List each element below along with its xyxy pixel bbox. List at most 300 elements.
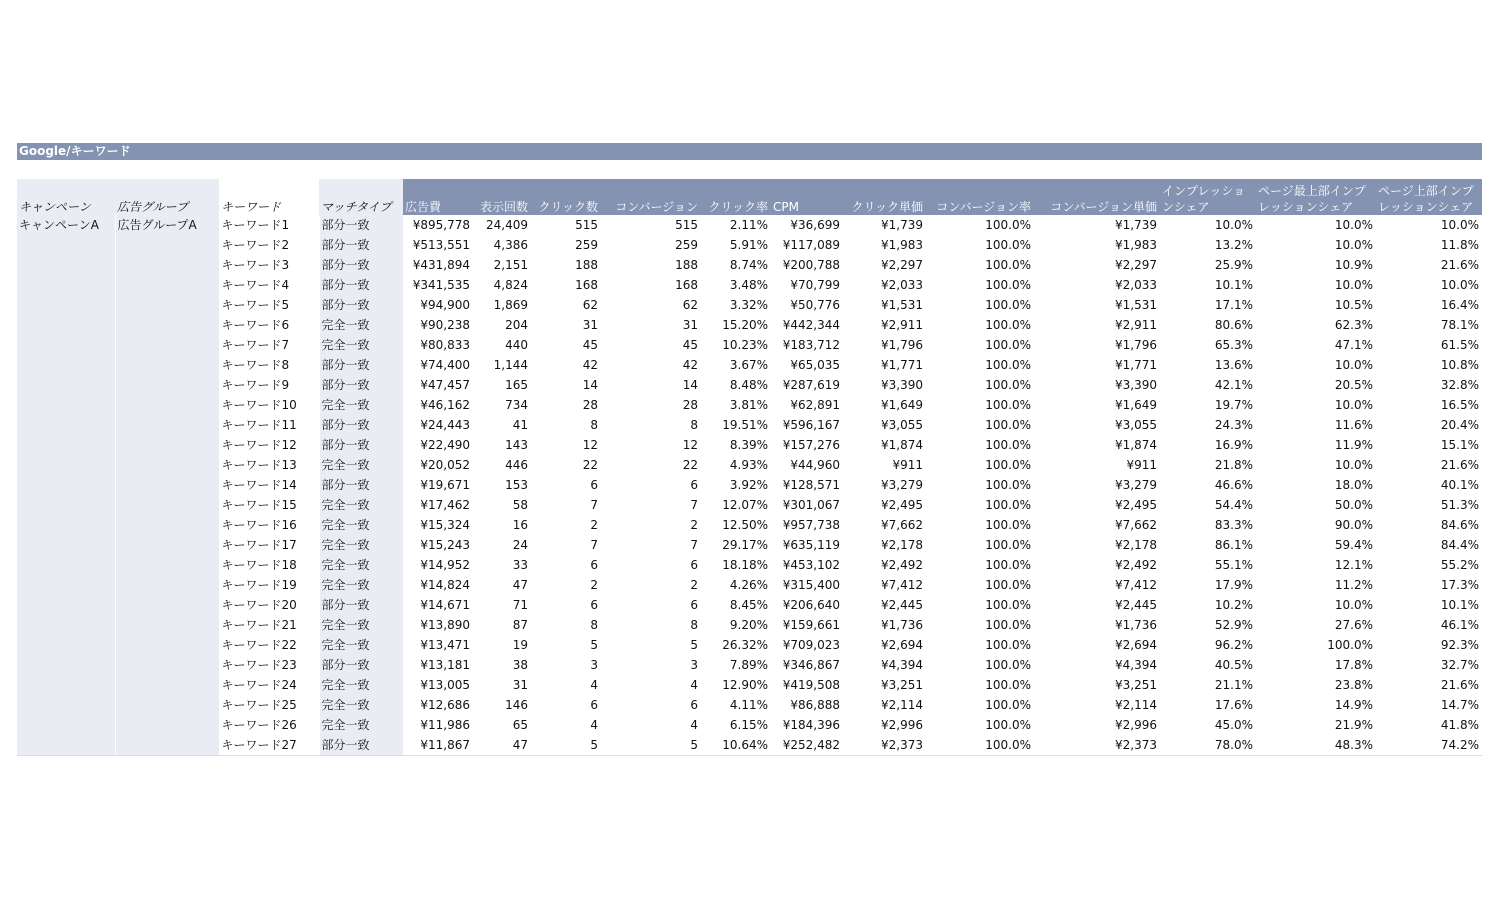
- cell-cvr: 100.0%: [985, 578, 1031, 592]
- cell-ctr: 8.39%: [729, 438, 768, 452]
- cell-keyword: キーワード6: [219, 315, 319, 335]
- cell-cvr: 100.0%: [985, 598, 1031, 612]
- cell-conversions: 259: [675, 238, 698, 252]
- cell-impressions: 47: [473, 735, 531, 756]
- cell-impression-share: 21.8%: [1214, 458, 1253, 472]
- cell-impressions: 204: [505, 318, 528, 332]
- cell-impression-share: 17.6%: [1214, 698, 1253, 712]
- cell-cpm: ¥596,167: [782, 418, 840, 432]
- cell-keyword: キーワード10: [219, 395, 319, 415]
- cell-ctr: 8.48%: [729, 378, 768, 392]
- table-row: [17, 695, 1482, 715]
- header-cpm: CPM: [771, 179, 843, 215]
- cell-conversions: 6: [690, 558, 698, 572]
- cell-clicks: 4: [590, 718, 598, 732]
- table-row: [17, 235, 1482, 255]
- cell-ad-group: [115, 575, 219, 595]
- cell-cvr: 100.0%: [985, 478, 1031, 492]
- cell-ad-group: [115, 595, 219, 615]
- cell-match-type: 部分一致: [319, 415, 403, 435]
- cell-cpc: ¥4,394: [881, 658, 923, 672]
- cell-clicks: 515: [575, 218, 598, 232]
- cell-impression-share: 13.2%: [1214, 238, 1253, 252]
- cell-cpa: ¥2,911: [1115, 318, 1157, 332]
- cell-clicks: 8: [590, 618, 598, 632]
- cell-cpm: ¥442,344: [782, 318, 840, 332]
- cell-cost: ¥90,238: [420, 318, 470, 332]
- cell-keyword: キーワード13: [219, 455, 319, 475]
- cell-top-is: 74.2%: [1376, 735, 1482, 756]
- cell-ad-group: [115, 395, 219, 415]
- cell-match-type: 完全一致: [319, 615, 403, 635]
- cell-cpc: ¥1,796: [881, 338, 923, 352]
- cell-impressions: 1,144: [493, 358, 528, 372]
- cell-clicks: 45: [582, 338, 598, 352]
- cell-cvr: 100.0%: [985, 318, 1031, 332]
- cell-keyword: キーワード18: [219, 555, 319, 575]
- cell-cpa: ¥2,492: [1115, 558, 1157, 572]
- cell-cpa: ¥4,394: [1115, 658, 1157, 672]
- table-row: [17, 295, 1482, 315]
- cell-cost: ¥13,890: [420, 618, 470, 632]
- cell-clicks: 3: [590, 658, 598, 672]
- header-clicks: クリック数: [531, 179, 601, 215]
- cell-ad-group: [115, 415, 219, 435]
- cell-conversions: 6: [690, 698, 698, 712]
- cell-top-is: 21.6%: [1440, 258, 1479, 272]
- cell-top-is: 92.3%: [1440, 638, 1479, 652]
- cell-impressions: 446: [505, 458, 528, 472]
- cell-ctr: 3.67%: [729, 358, 768, 372]
- cell-cpc: ¥7,662: [881, 518, 923, 532]
- cell-abs-top-is: 10.0%: [1334, 598, 1373, 612]
- cell-cpa: ¥1,771: [1115, 358, 1157, 372]
- cell-impression-share: 96.2%: [1214, 638, 1253, 652]
- cell-campaign: [17, 275, 115, 295]
- cell-keyword: キーワード2: [219, 235, 319, 255]
- cell-cvr: 100.0%: [985, 258, 1031, 272]
- cell-abs-top-is: 12.1%: [1334, 558, 1373, 572]
- cell-cpa: ¥3,279: [1115, 478, 1157, 492]
- cell-ad-group: [115, 375, 219, 395]
- table-row: [17, 435, 1482, 455]
- cell-keyword: キーワード17: [219, 535, 319, 555]
- cell-cpm: ¥957,738: [782, 518, 840, 532]
- cell-cost: ¥13,471: [420, 638, 470, 652]
- cell-top-is: 16.4%: [1440, 298, 1479, 312]
- cell-clicks: 168: [575, 278, 598, 292]
- table-row: [17, 475, 1482, 495]
- cell-cpc: ¥911: [892, 458, 923, 472]
- cell-conversions: 12: [682, 438, 698, 452]
- cell-clicks: 7: [590, 538, 598, 552]
- cell-clicks: 6: [590, 478, 598, 492]
- header-cost: 広告費: [403, 179, 473, 215]
- cell-top-is: 20.4%: [1440, 418, 1479, 432]
- cell-impression-share: 17.9%: [1214, 578, 1253, 592]
- cell-impressions: 2,151: [493, 258, 528, 272]
- cell-campaign: [17, 555, 115, 575]
- cell-abs-top-is: 59.4%: [1334, 538, 1373, 552]
- cell-conversions: 22: [682, 458, 698, 472]
- table-body: [17, 215, 1482, 756]
- cell-ad-group: [115, 675, 219, 695]
- cell-keyword: キーワード9: [219, 375, 319, 395]
- cell-impressions: 153: [505, 478, 528, 492]
- table-row: [17, 395, 1482, 415]
- cell-cpc: ¥2,911: [881, 318, 923, 332]
- cell-campaign: [17, 235, 115, 255]
- cell-ctr: 2.11%: [729, 218, 768, 232]
- cell-cost: ¥11,986: [420, 718, 470, 732]
- cell-abs-top-is: 47.1%: [1334, 338, 1373, 352]
- cell-keyword: キーワード20: [219, 595, 319, 615]
- cell-cpc: ¥1,736: [881, 618, 923, 632]
- cell-conversions: 6: [690, 478, 698, 492]
- cell-campaign: [17, 495, 115, 515]
- sheet-title: Google/キーワード: [17, 143, 1482, 160]
- cell-cpa: ¥2,114: [1115, 698, 1157, 712]
- cell-cost: ¥341,535: [412, 278, 470, 292]
- cell-cost: ¥46,162: [420, 398, 470, 412]
- cell-cpm: ¥70,799: [790, 278, 840, 292]
- cell-conversions: 28: [682, 398, 698, 412]
- cell-ctr: 9.20%: [729, 618, 768, 632]
- cell-impressions: 71: [512, 598, 528, 612]
- cell-top-is: 10.0%: [1440, 278, 1479, 292]
- cell-cost: ¥17,462: [420, 498, 470, 512]
- cell-conversions: 3: [690, 658, 698, 672]
- table-row: [17, 335, 1482, 355]
- table-row: [17, 595, 1482, 615]
- cell-match-type: 完全一致: [319, 535, 403, 555]
- cell-conversions: 62: [682, 298, 698, 312]
- cell-match-type: 完全一致: [319, 335, 403, 355]
- cell-cpm: ¥200,788: [782, 258, 840, 272]
- cell-abs-top-is: 17.8%: [1334, 658, 1373, 672]
- cell-cpc: ¥1,649: [881, 398, 923, 412]
- header-ctr: クリック率: [701, 179, 771, 215]
- cell-cost: ¥74,400: [420, 358, 470, 372]
- cell-cvr: 100.0%: [985, 398, 1031, 412]
- cell-top-is: 41.8%: [1440, 718, 1479, 732]
- cell-impression-share: 83.3%: [1214, 518, 1253, 532]
- header-match-type: マッチタイプ: [319, 179, 403, 215]
- cell-cpc: ¥2,373: [843, 735, 926, 756]
- cell-impression-share: 54.4%: [1214, 498, 1253, 512]
- cell-top-is: 16.5%: [1440, 398, 1479, 412]
- cell-cpm: ¥86,888: [790, 698, 840, 712]
- cell-ad-group: [115, 635, 219, 655]
- cell-clicks: 42: [582, 358, 598, 372]
- cell-cvr: 100.0%: [985, 438, 1031, 452]
- cell-cpc: ¥3,251: [881, 678, 923, 692]
- cell-clicks: 2: [590, 578, 598, 592]
- cell-match-type: 完全一致: [319, 715, 403, 735]
- cell-impressions: 16: [512, 518, 528, 532]
- cell-campaign: [17, 475, 115, 495]
- cell-campaign: [17, 355, 115, 375]
- cell-keyword: キーワード23: [219, 655, 319, 675]
- cell-ad-group: [115, 295, 219, 315]
- cell-conversions: 8: [690, 618, 698, 632]
- cell-impressions: 4,386: [493, 238, 528, 252]
- cell-keyword: キーワード15: [219, 495, 319, 515]
- cell-match-type: 部分一致: [319, 475, 403, 495]
- cell-clicks: 7: [590, 498, 598, 512]
- cell-cpm: ¥65,035: [790, 358, 840, 372]
- cell-keyword: キーワード24: [219, 675, 319, 695]
- cell-ad-group: [115, 715, 219, 735]
- cell-campaign: [17, 695, 115, 715]
- cell-cpa: ¥1,739: [1115, 218, 1157, 232]
- cell-clicks: 6: [590, 558, 598, 572]
- cell-top-is: 21.6%: [1440, 678, 1479, 692]
- cell-top-is: 84.6%: [1440, 518, 1479, 532]
- cell-cvr: 100.0%: [985, 358, 1031, 372]
- cell-cvr: 100.0%: [985, 638, 1031, 652]
- cell-cpa: ¥1,649: [1115, 398, 1157, 412]
- cell-cost: ¥20,052: [420, 458, 470, 472]
- cell-impressions: 19: [512, 638, 528, 652]
- cell-cvr: 100.0%: [985, 498, 1031, 512]
- cell-impression-share: 80.6%: [1214, 318, 1253, 332]
- cell-campaign: [17, 395, 115, 415]
- cell-impressions: 440: [505, 338, 528, 352]
- cell-cpa: ¥911: [1126, 458, 1157, 472]
- cell-cpa: ¥1,874: [1115, 438, 1157, 452]
- cell-cvr: 100.0%: [985, 458, 1031, 472]
- cell-cpc: ¥2,297: [881, 258, 923, 272]
- table-row: [17, 455, 1482, 475]
- table-row: [17, 355, 1482, 375]
- cell-ctr: 12.50%: [722, 518, 768, 532]
- cell-campaign: [17, 635, 115, 655]
- cell-cvr: 100.0%: [926, 735, 1034, 756]
- table-row: [17, 275, 1482, 295]
- cell-cpc: ¥2,114: [881, 698, 923, 712]
- table-row: [17, 375, 1482, 395]
- cell-clicks: 28: [582, 398, 598, 412]
- cell-cpm: ¥62,891: [790, 398, 840, 412]
- header-ad-group: 広告グループ: [115, 179, 219, 215]
- cell-match-type: 完全一致: [319, 395, 403, 415]
- cell-cpa: ¥2,996: [1115, 718, 1157, 732]
- cell-cpm: ¥419,508: [782, 678, 840, 692]
- cell-abs-top-is: 10.0%: [1334, 358, 1373, 372]
- cell-keyword: キーワード25: [219, 695, 319, 715]
- cell-abs-top-is: 10.0%: [1334, 218, 1373, 232]
- cell-clicks: 62: [582, 298, 598, 312]
- cell-keyword: キーワード16: [219, 515, 319, 535]
- header-cpc: クリック単価: [843, 179, 926, 215]
- cell-cpa: ¥1,796: [1115, 338, 1157, 352]
- cell-abs-top-is: 11.6%: [1334, 418, 1373, 432]
- cell-ctr: 3.92%: [729, 478, 768, 492]
- cell-cpm: ¥315,400: [782, 578, 840, 592]
- cell-cpm: ¥117,089: [782, 238, 840, 252]
- table-row: [17, 255, 1482, 275]
- cell-cost: ¥22,490: [420, 438, 470, 452]
- cell-impressions: 41: [512, 418, 528, 432]
- cell-clicks: 31: [582, 318, 598, 332]
- cell-top-is: 21.6%: [1440, 458, 1479, 472]
- cell-top-is: 84.4%: [1440, 538, 1479, 552]
- cell-cost: ¥94,900: [420, 298, 470, 312]
- cell-clicks: 188: [575, 258, 598, 272]
- header-abs-top-is: ページ最上部インプレッションシェア: [1256, 179, 1376, 215]
- cell-ctr: 10.23%: [722, 338, 768, 352]
- cell-top-is: 10.0%: [1440, 218, 1479, 232]
- cell-abs-top-is: 18.0%: [1334, 478, 1373, 492]
- cell-cost: ¥47,457: [420, 378, 470, 392]
- cell-abs-top-is: 50.0%: [1334, 498, 1373, 512]
- cell-match-type: 完全一致: [319, 315, 403, 335]
- cell-cost: ¥13,181: [420, 658, 470, 672]
- cell-keyword: キーワード26: [219, 715, 319, 735]
- cell-cpa: ¥3,251: [1115, 678, 1157, 692]
- cell-cpc: ¥2,033: [881, 278, 923, 292]
- cell-impression-share: 19.7%: [1214, 398, 1253, 412]
- cell-cvr: 100.0%: [985, 418, 1031, 432]
- cell-campaign: [17, 575, 115, 595]
- cell-impression-share: 10.1%: [1214, 278, 1253, 292]
- cell-ad-group: [115, 355, 219, 375]
- cell-keyword: キーワード22: [219, 635, 319, 655]
- cell-ad-group: [115, 275, 219, 295]
- table-row: [17, 655, 1482, 675]
- header-conversions: コンバージョン: [601, 179, 701, 215]
- cell-ad-group: [115, 735, 219, 756]
- cell-cvr: 100.0%: [985, 218, 1031, 232]
- cell-cvr: 100.0%: [985, 298, 1031, 312]
- cell-campaign: [17, 415, 115, 435]
- cell-keyword: キーワード7: [219, 335, 319, 355]
- cell-cpc: ¥2,445: [881, 598, 923, 612]
- cell-cpm: ¥157,276: [782, 438, 840, 452]
- cell-cpa: ¥1,531: [1115, 298, 1157, 312]
- cell-cvr: 100.0%: [985, 678, 1031, 692]
- cell-ctr: 29.17%: [722, 538, 768, 552]
- cell-cpa: ¥2,373: [1034, 735, 1160, 756]
- cell-abs-top-is: 10.0%: [1334, 278, 1373, 292]
- cell-top-is: 15.1%: [1440, 438, 1479, 452]
- cell-cpm: ¥206,640: [782, 598, 840, 612]
- cell-match-type: 完全一致: [319, 495, 403, 515]
- cell-abs-top-is: 23.8%: [1334, 678, 1373, 692]
- cell-abs-top-is: 10.0%: [1334, 458, 1373, 472]
- cell-clicks: 12: [582, 438, 598, 452]
- cell-abs-top-is: 14.9%: [1334, 698, 1373, 712]
- cell-cvr: 100.0%: [985, 518, 1031, 532]
- cell-match-type: 部分一致: [319, 735, 403, 756]
- cell-cpm: ¥301,067: [782, 498, 840, 512]
- cell-match-type: 完全一致: [319, 695, 403, 715]
- cell-keyword: キーワード4: [219, 275, 319, 295]
- cell-ctr: 12.07%: [722, 498, 768, 512]
- table-row: [17, 715, 1482, 735]
- cell-ctr: 8.45%: [729, 598, 768, 612]
- cell-cpc: ¥1,739: [881, 218, 923, 232]
- header-top-is: ページ上部インプレッションシェア: [1376, 179, 1482, 215]
- cell-campaign: [17, 655, 115, 675]
- cell-conversions: 515: [675, 218, 698, 232]
- cell-match-type: 部分一致: [319, 235, 403, 255]
- cell-abs-top-is: 90.0%: [1334, 518, 1373, 532]
- cell-cpm: ¥50,776: [790, 298, 840, 312]
- cell-match-type: 完全一致: [319, 675, 403, 695]
- cell-match-type: 完全一致: [319, 555, 403, 575]
- cell-cvr: 100.0%: [985, 278, 1031, 292]
- table-row: [17, 315, 1482, 335]
- cell-top-is: 32.7%: [1440, 658, 1479, 672]
- cell-cpc: ¥2,996: [881, 718, 923, 732]
- cell-top-is: 51.3%: [1440, 498, 1479, 512]
- cell-conversions: 5: [601, 735, 701, 756]
- cell-clicks: 5: [590, 638, 598, 652]
- cell-cpa: ¥3,390: [1115, 378, 1157, 392]
- cell-cpa: ¥2,033: [1115, 278, 1157, 292]
- cell-impression-share: 55.1%: [1214, 558, 1253, 572]
- keyword-report-table: [17, 179, 1482, 756]
- header-keyword: キーワード: [219, 179, 319, 215]
- cell-ctr: 3.32%: [729, 298, 768, 312]
- cell-cpc: ¥3,390: [881, 378, 923, 392]
- cell-match-type: 部分一致: [319, 215, 403, 235]
- cell-cpa: ¥1,736: [1115, 618, 1157, 632]
- cell-keyword: キーワード1: [219, 215, 319, 235]
- cell-top-is: 40.1%: [1440, 478, 1479, 492]
- table-row: [17, 635, 1482, 655]
- cell-ad-group: [115, 475, 219, 495]
- cell-cpm: ¥36,699: [790, 218, 840, 232]
- cell-cost: ¥431,894: [412, 258, 470, 272]
- cell-cpa: ¥7,662: [1115, 518, 1157, 532]
- cell-keyword: キーワード11: [219, 415, 319, 435]
- cell-conversions: 31: [682, 318, 698, 332]
- table-row: [17, 415, 1482, 435]
- cell-cpm: ¥184,396: [782, 718, 840, 732]
- cell-cpa: ¥7,412: [1115, 578, 1157, 592]
- cell-campaign: [17, 675, 115, 695]
- cell-keyword: キーワード14: [219, 475, 319, 495]
- cell-cpa: ¥2,694: [1115, 638, 1157, 652]
- cell-match-type: 部分一致: [319, 655, 403, 675]
- cell-cpm: ¥159,661: [782, 618, 840, 632]
- cell-cost: ¥14,671: [420, 598, 470, 612]
- cell-ctr: 8.74%: [729, 258, 768, 272]
- cell-impression-share: 42.1%: [1214, 378, 1253, 392]
- cell-conversions: 14: [682, 378, 698, 392]
- cell-match-type: 完全一致: [319, 635, 403, 655]
- table-row: [17, 515, 1482, 535]
- cell-keyword: キーワード21: [219, 615, 319, 635]
- header-campaign: キャンペーン: [17, 179, 115, 215]
- cell-cpa: ¥2,178: [1115, 538, 1157, 552]
- cell-abs-top-is: 10.9%: [1334, 258, 1373, 272]
- cell-ctr: 26.32%: [722, 638, 768, 652]
- cell-conversions: 188: [675, 258, 698, 272]
- cell-campaign: [17, 735, 115, 756]
- cell-match-type: 部分一致: [319, 355, 403, 375]
- cell-ad-group: [115, 535, 219, 555]
- cell-ctr: 4.26%: [729, 578, 768, 592]
- cell-ctr: 5.91%: [729, 238, 768, 252]
- cell-cvr: 100.0%: [985, 698, 1031, 712]
- cell-keyword: キーワード8: [219, 355, 319, 375]
- cell-cvr: 100.0%: [985, 658, 1031, 672]
- cell-campaign: [17, 255, 115, 275]
